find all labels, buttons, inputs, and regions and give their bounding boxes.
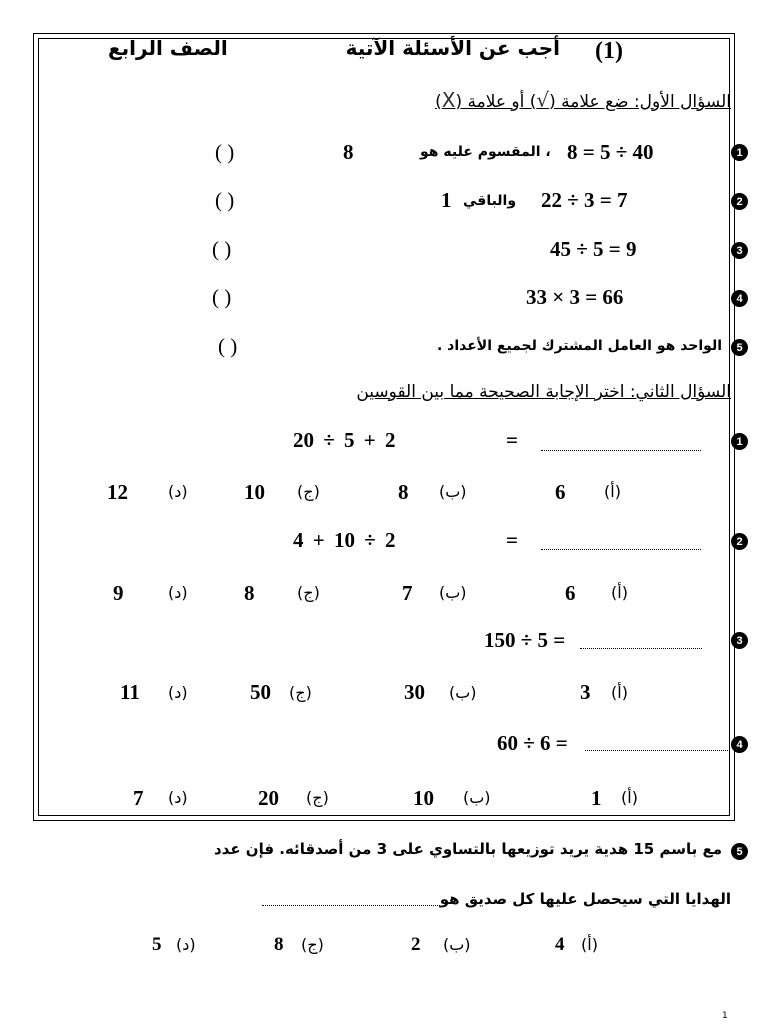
instruction-title: أجب عن الأسئلة الآتية [345,36,560,60]
q1-item-1-bullet: 1 [731,144,748,161]
q1-item-1-expr: 8 = 5 ÷ 40 [567,140,654,164]
q2-item-5-bullet: 5 [731,843,748,860]
q1-item-2-expr: 22 ÷ 3 = 7 [541,188,628,212]
q2-1-option-d-value[interactable]: 12 [107,480,128,504]
page-number: 1 [722,1011,728,1021]
q1-item-4-bullet: 4 [731,290,748,307]
q2-4-option-b-letter: (ب) [463,788,491,807]
q2-title: السؤال الثاني: اختر الإجابة الصحيحة مما بين القوسين [356,382,731,402]
q1-item-5-answer-box[interactable]: ( ) [218,334,238,358]
q2-5-option-a-letter: (أ) [581,935,598,954]
q1-item-2-answer-box[interactable]: ( ) [215,188,235,212]
q2-5-option-b-value[interactable]: 2 [411,934,421,955]
q2-item-3-answer-line[interactable] [580,648,702,649]
q1-item-4-answer-box[interactable]: ( ) [212,285,232,309]
check-mark-icon: √ [536,88,550,112]
q2-4-option-a-letter: (أ) [621,788,638,807]
q1-item-3-expr: 45 ÷ 5 = 9 [550,237,637,261]
q2-item-2-expr: 4 + 10 ÷ 2 [293,528,396,552]
q2-item-1-expr: 20 ÷ 5 + 2 [293,428,396,452]
q2-item-5-line1: مع باسم 15 هدية يريد توزيعها بالتساوي على 3 من أصدقائه. فإن عدد [213,840,722,858]
q1-item-3-bullet: 3 [731,242,748,259]
q2-item-3-expr: 150 ÷ 5 = [484,628,566,652]
q2-3-option-a-letter: (أ) [611,683,628,702]
q2-item-3-bullet: 3 [731,632,748,649]
q2-1-option-a-letter: (أ) [604,482,621,501]
q2-1-option-b-value[interactable]: 8 [398,480,409,504]
q2-2-option-c-value[interactable]: 8 [244,581,255,605]
q2-item-5-line2: الهدايا التي سيحصل عليها كل صديق هو [439,890,731,908]
q1-item-5-bullet: 5 [731,339,748,356]
q1-item-5-text: الواحد هو العامل المشترك لجميع الأعداد . [436,338,722,354]
q2-3-option-d-value[interactable]: 11 [120,680,140,704]
q1-item-1-value: 8 [343,140,354,164]
q1-item-2-bullet: 2 [731,193,748,210]
q2-2-option-a-value[interactable]: 6 [565,581,576,605]
q2-item-2-answer-line[interactable] [541,549,701,550]
q2-item-2-equals: = [506,528,518,552]
q1-item-4-expr: 33 × 3 = 66 [526,285,624,309]
q2-item-4-expr: 60 ÷ 6 = [497,731,568,755]
q2-3-option-c-letter: (ج) [289,683,312,702]
q2-4-option-c-letter: (ج) [306,788,329,807]
q2-1-option-d-letter: (د) [168,482,188,501]
q2-4-option-d-letter: (د) [168,788,188,807]
q2-1-option-c-value[interactable]: 10 [244,480,265,504]
q2-4-option-c-value[interactable]: 20 [258,786,279,810]
q2-2-option-a-letter: (أ) [611,583,628,602]
q2-2-option-d-value[interactable]: 9 [113,581,124,605]
q2-item-4-answer-line[interactable] [585,750,730,751]
q1-item-3-answer-box[interactable]: ( ) [212,237,232,261]
q2-3-option-b-value[interactable]: 30 [404,680,425,704]
q2-1-option-b-letter: (ب) [439,482,467,501]
q1-item-1-answer-box[interactable]: ( ) [215,140,235,164]
q2-2-option-b-value[interactable]: 7 [402,581,413,605]
q2-5-option-c-value[interactable]: 8 [274,934,284,955]
q1-item-2-value: 1 [441,188,452,212]
sheet-number: (1) [595,38,623,64]
q2-5-option-a-value[interactable]: 4 [555,934,565,955]
q2-5-option-b-letter: (ب) [443,935,471,954]
q2-4-option-b-value[interactable]: 10 [413,786,434,810]
q2-4-option-a-value[interactable]: 1 [591,786,602,810]
q2-3-option-c-value[interactable]: 50 [250,680,271,704]
q2-2-option-c-letter: (ج) [297,583,320,602]
q2-5-option-d-letter: (د) [176,935,196,954]
q2-1-option-a-value[interactable]: 6 [555,480,566,504]
q2-4-option-d-value[interactable]: 7 [133,786,144,810]
q2-3-option-d-letter: (د) [168,683,188,702]
q2-item-1-equals: = [506,428,518,452]
grade-title: الصف الرابع [108,36,228,60]
cross-mark-icon: X [441,88,456,112]
q2-item-1-bullet: 1 [731,433,748,450]
q2-item-4-bullet: 4 [731,736,748,753]
q2-2-option-b-letter: (ب) [439,583,467,602]
q2-5-option-d-value[interactable]: 5 [152,934,162,955]
q2-item-5-answer-line[interactable] [262,905,440,906]
q1-item-2-text: والباقي [463,193,517,209]
q1-item-1-text: ، المقسوم عليه هو [420,144,551,160]
q2-3-option-a-value[interactable]: 3 [580,680,591,704]
q2-item-2-bullet: 2 [731,533,748,550]
q2-3-option-b-letter: (ب) [449,683,477,702]
q2-2-option-d-letter: (د) [168,583,188,602]
q2-5-option-c-letter: (ج) [301,935,324,954]
q1-title: السؤال الأول: ضع علامة (√) أو علامة (X) [435,88,731,112]
q2-1-option-c-letter: (ج) [297,482,320,501]
q2-item-1-answer-line[interactable] [541,450,701,451]
